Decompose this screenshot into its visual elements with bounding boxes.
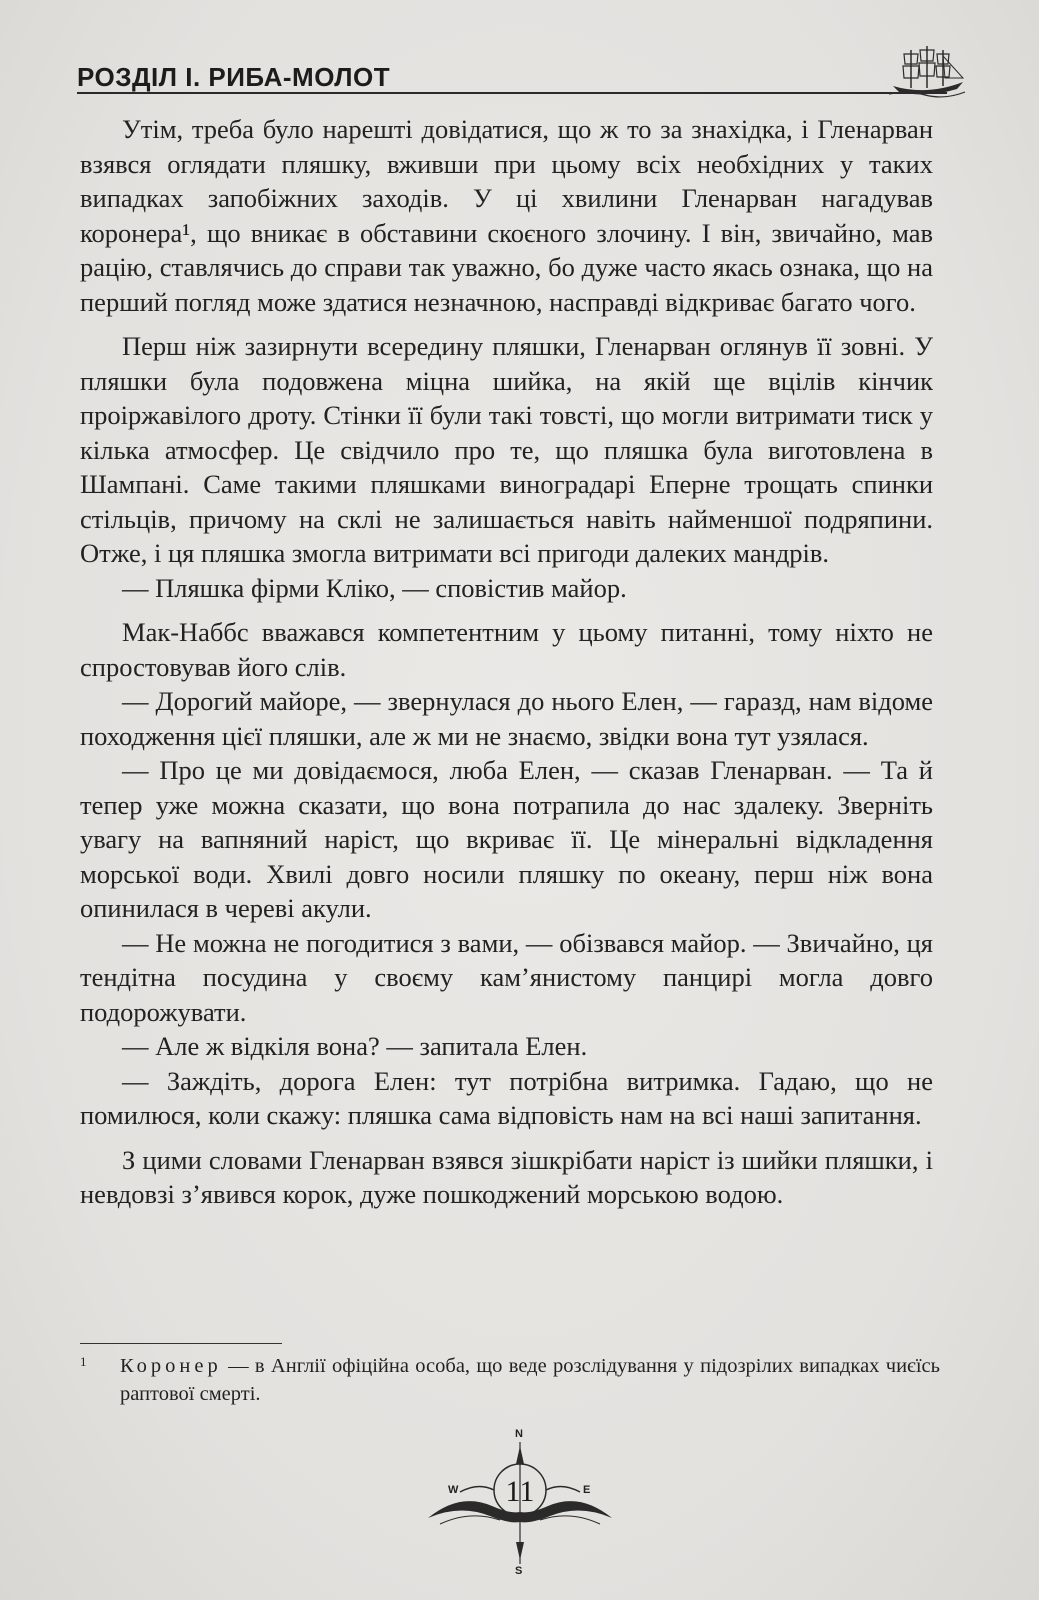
footnote-term: Коронер <box>120 1355 222 1377</box>
paragraph: Мак-Наббс вважався компетентним у цьому питанні, тому ніхто не спростовував його слів. <box>80 617 933 682</box>
footnote-text: — в Англії офіційна особа, що веде розслідування у підозрілих випадках чиєїсь раптової смерті. <box>120 1355 940 1405</box>
compass-south-label: S <box>515 1565 523 1577</box>
compass-north-label: N <box>515 1428 523 1440</box>
footnote <box>80 1352 940 1408</box>
page-number-compass <box>420 1428 620 1578</box>
chapter-title: РОЗДІЛ І. РИБА-МОЛОТ <box>77 62 391 92</box>
paragraph: — Дорогий майоре, — звернулася до нього Елен, — гаразд, нам відоме походження цієї пляшки, але ж ми не знаємо, звідки вона тут узялася. <box>80 686 933 751</box>
compass-east-label: E <box>583 1484 591 1496</box>
page-number: 11 <box>505 1475 535 1508</box>
paragraph: — Не можна не погодитися з вами, — обізвався майор. — Звичайно, ця тендітна посудина у своєму кам’янистому панцирі могла довго подорожувати. <box>80 927 933 1027</box>
sailing-ship-icon <box>887 42 967 100</box>
paragraph: З цими словами Гленарван взявся зішкрібати наріст із шийки пляшки, і невдовзі з’явився корок, дуже пошкоджений морською водою. <box>80 1144 933 1209</box>
compass-west-label: W <box>448 1484 459 1496</box>
footnote-mark: 1 <box>80 1354 87 1369</box>
paragraph: — Про це ми довідаємося, люба Елен, — сказав Гленарван. — Та й тепер уже можна сказати, що вона потрапила до нас здалеку. Зверніть увагу на вапняний наріст, що вкриває її. Це мінеральні відкладення морської води. Хвилі довго носили пляшку по океану, перш ніж вона опинилася в череві акули. <box>80 755 933 923</box>
footnote-body <box>120 1352 940 1408</box>
footnote-divider <box>80 1343 282 1344</box>
running-header <box>77 62 957 102</box>
paragraph: — Але ж відкіля вона? — запитала Елен. <box>122 1031 588 1061</box>
main-text <box>80 112 933 1212</box>
paragraph: — Пляшка фірми Кліко, — сповістив майор. <box>122 572 627 603</box>
paragraph: Утім, треба було нарешті довідатися, що ж то за знахідка, і Гленарван взявся оглядати пляшку, вживши при цьому всіх необхідних у таких випадках запобіжних заходів. У ці хвилини Гленарван нагадував коронера¹, що вникає в обставини скоєного злочину. І він, звичайно, мав рацію, ставлячись до справи так уважно, бо дуже часто якась ознака, що на перший погляд може здатися незначною, насправді відкриває багато чого. <box>80 114 933 317</box>
paragraph: — Заждіть, дорога Елен: тут потрібна витримка. Гадаю, що не помилюся, коли скажу: пляшка сама відповість нам на всі наші запитання. <box>80 1065 933 1130</box>
header-rule <box>77 92 947 94</box>
paragraph: Перш ніж зазирнути всередину пляшки, Гленарван оглянув її зовні. У пляшки була подовжена міцна шийка, на якій ще вцілів кінчик проіржавілого дроту. Стінки її були такі товсті, що могли витримати тиск у кілька атмосфер. Це свідчило про те, що пляшка була виготовлена в Шампані. Саме такими пляшками виноградарі Еперне трощать спинки стільців, причому на склі не залишається навіть найменшої подряпини. Отже, і ця пляшка змогла витримати всі пригоди далеких мандрів. <box>80 331 933 568</box>
